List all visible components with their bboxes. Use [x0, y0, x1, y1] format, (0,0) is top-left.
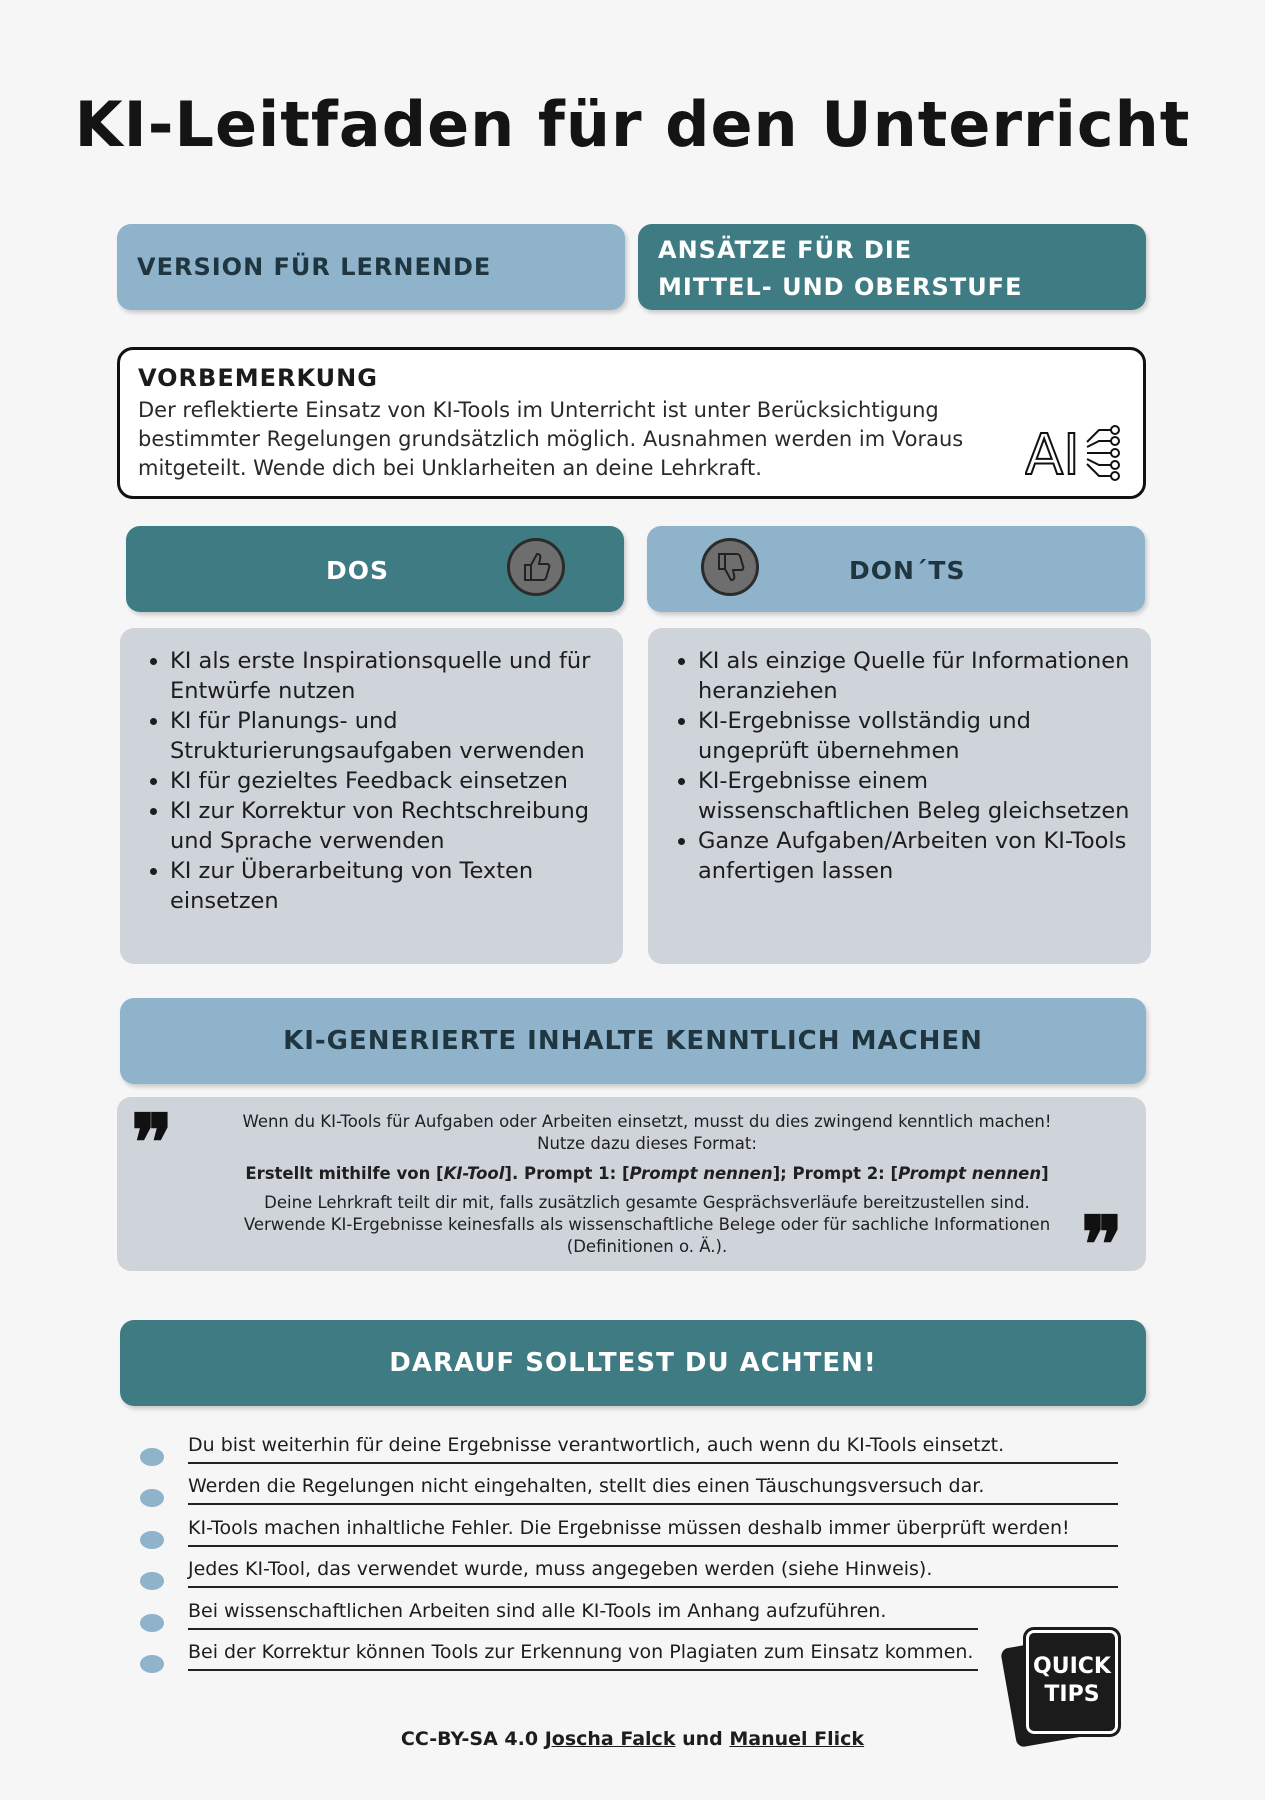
citation-format [217, 1163, 1077, 1185]
tip-divider [188, 1545, 1118, 1547]
approach-label-box [638, 224, 1146, 310]
tip-text: Bei wissenschaftlichen Arbeiten sind alle KI-Tools im Anhang aufzuführen. [188, 1599, 887, 1622]
tip-text: Jedes KI-Tool, das verwendet wurde, muss angegeben werden (siehe Hinweis). [188, 1558, 933, 1581]
achten-banner [120, 1320, 1146, 1406]
quote-open-icon: ❞ [131, 1098, 173, 1189]
quick-tips-card [1026, 1630, 1118, 1734]
donts-list-box [648, 628, 1151, 964]
kennzeichnung-line1: Wenn du KI-Tools für Aufgaben oder Arbeiten einsetzt, musst du dies zwingend kenntlich machen! [242, 1112, 1052, 1131]
tip-bullet [140, 1655, 164, 1673]
thumbs-up-icon [507, 538, 565, 596]
author-link-falck[interactable]: Joscha Falck [544, 1728, 676, 1750]
kennzeichnung-line5: (Definitionen o. Ä.). [566, 1237, 728, 1256]
citation-format-part: ]; Prompt 2: [ [772, 1164, 899, 1183]
ai-logo-text: AI [1025, 423, 1080, 484]
donts-item: • KI als einzige Quelle für Informationen heranziehen [698, 646, 1131, 706]
vorbemerkung-box [117, 347, 1146, 499]
donts-label: DON´TS [849, 556, 966, 585]
tip-divider [188, 1669, 978, 1671]
kennzeichnung-text [217, 1111, 1077, 1258]
donts-item: • KI-Ergebnisse einem wissenschaftlichen Beleg gleichsetzen [698, 766, 1131, 826]
license-footer [0, 1728, 1265, 1750]
dos-item: • KI zur Korrektur von Rechtschreibung und Sprache verwenden [170, 796, 603, 856]
citation-format-part: Erstellt mithilfe von [ [245, 1164, 444, 1183]
quote-close-icon: ❞ [1081, 1200, 1123, 1291]
dos-list-box [120, 628, 623, 964]
citation-format-part: ]. Prompt 1: [ [504, 1164, 630, 1183]
approach-label-line2: MITTEL- UND OBERSTUFE [658, 273, 1023, 301]
tip-text: Du bist weiterhin für deine Ergebnisse verantwortlich, auch wenn du KI-Tools einsetzt. [188, 1434, 1005, 1456]
dos-item: • KI zur Überarbeitung von Texten einsetzen [170, 856, 603, 916]
kennzeichnung-line2: Nutze dazu dieses Format: [537, 1134, 757, 1153]
kennzeichnung-quote-box [117, 1097, 1146, 1291]
quick-tips-line1: QUICK [1033, 1654, 1111, 1679]
citation-format-prompt2: Prompt nennen [898, 1164, 1042, 1183]
donts-item: • KI-Ergebnisse vollständig und ungeprüft übernehmen [698, 706, 1131, 766]
dos-header [126, 526, 624, 612]
tip-divider [188, 1586, 1118, 1588]
footer-and: und [682, 1728, 723, 1750]
vorbemerkung-text: Der reflektierte Einsatz von KI-Tools im Unterricht ist unter Berücksichtigung bestimmter Regelungen grundsätzlich möglich. Ausnahmen werden im Voraus mitgeteilt. Wende dich bei Unklarheiten an deine Lehrkraft. [138, 398, 964, 480]
license-label: CC-BY-SA 4.0 [400, 1728, 539, 1750]
tip-divider [188, 1628, 978, 1630]
tip-text: Werden die Regelungen nicht eingehalten, stellt dies einen Täuschungsversuch dar. [188, 1475, 985, 1498]
author-link-flick[interactable]: Manuel Flick [729, 1728, 865, 1750]
tip-bullet [140, 1448, 164, 1466]
achten-banner-label: DARAUF SOLLTEST DU ACHTEN! [389, 1348, 877, 1378]
dos-list [140, 646, 603, 916]
dos-item: • KI für gezieltes Feedback einsetzen [170, 766, 603, 796]
approach-label-line1: ANSÄTZE FÜR DIE [658, 236, 913, 264]
tip-bullet [140, 1531, 164, 1549]
page-title: KI-Leitfaden für den Unterricht [74, 88, 1191, 161]
tip-divider [188, 1503, 1118, 1505]
donts-list [668, 646, 1131, 886]
tip-text: KI-Tools machen inhaltliche Fehler. Die Ergebnisse müssen deshalb immer überprüft werden! [188, 1516, 1070, 1539]
ai-circuit-icon [1025, 422, 1125, 484]
tip-text: Bei der Korrektur können Tools zur Erkennung von Plagiaten zum Einsatz kommen. [188, 1640, 974, 1663]
version-label: VERSION FÜR LERNENDE [137, 253, 492, 281]
donts-header [647, 526, 1145, 612]
citation-format-tool: KI-Tool [443, 1164, 505, 1183]
tip-bullet [140, 1614, 164, 1632]
kennzeichnung-banner [120, 998, 1146, 1084]
donts-item: • Ganze Aufgaben/Arbeiten von KI-Tools anfertigen lassen [698, 826, 1131, 886]
kennzeichnung-banner-label: KI-GENERIERTE INHALTE KENNTLICH MACHEN [283, 1026, 983, 1056]
kennzeichnung-line4: Verwende KI-Ergebnisse keinesfalls als wissenschaftliche Belege oder für sachliche Informationen [243, 1215, 1051, 1234]
dos-label: DOS [326, 556, 390, 585]
dos-item: • KI als erste Inspirationsquelle und für Entwürfe nutzen [170, 646, 603, 706]
tip-bullet [140, 1489, 164, 1507]
vorbemerkung-heading: VORBEMERKUNG [138, 364, 378, 392]
thumbs-down-icon [701, 538, 759, 596]
tip-bullet [140, 1572, 164, 1590]
dos-item: • KI für Planungs- und Strukturierungsaufgaben verwenden [170, 706, 603, 766]
citation-format-prompt1: Prompt nennen [629, 1164, 773, 1183]
quick-tips-line2: TIPS [1044, 1682, 1100, 1707]
version-label-box [117, 224, 625, 310]
kennzeichnung-line3: Deine Lehrkraft teilt dir mit, falls zusätzlich gesamte Gesprächsverläufe bereitzustellen sind. [264, 1193, 1030, 1212]
tip-divider [188, 1462, 1118, 1464]
citation-format-part: ] [1041, 1164, 1049, 1183]
